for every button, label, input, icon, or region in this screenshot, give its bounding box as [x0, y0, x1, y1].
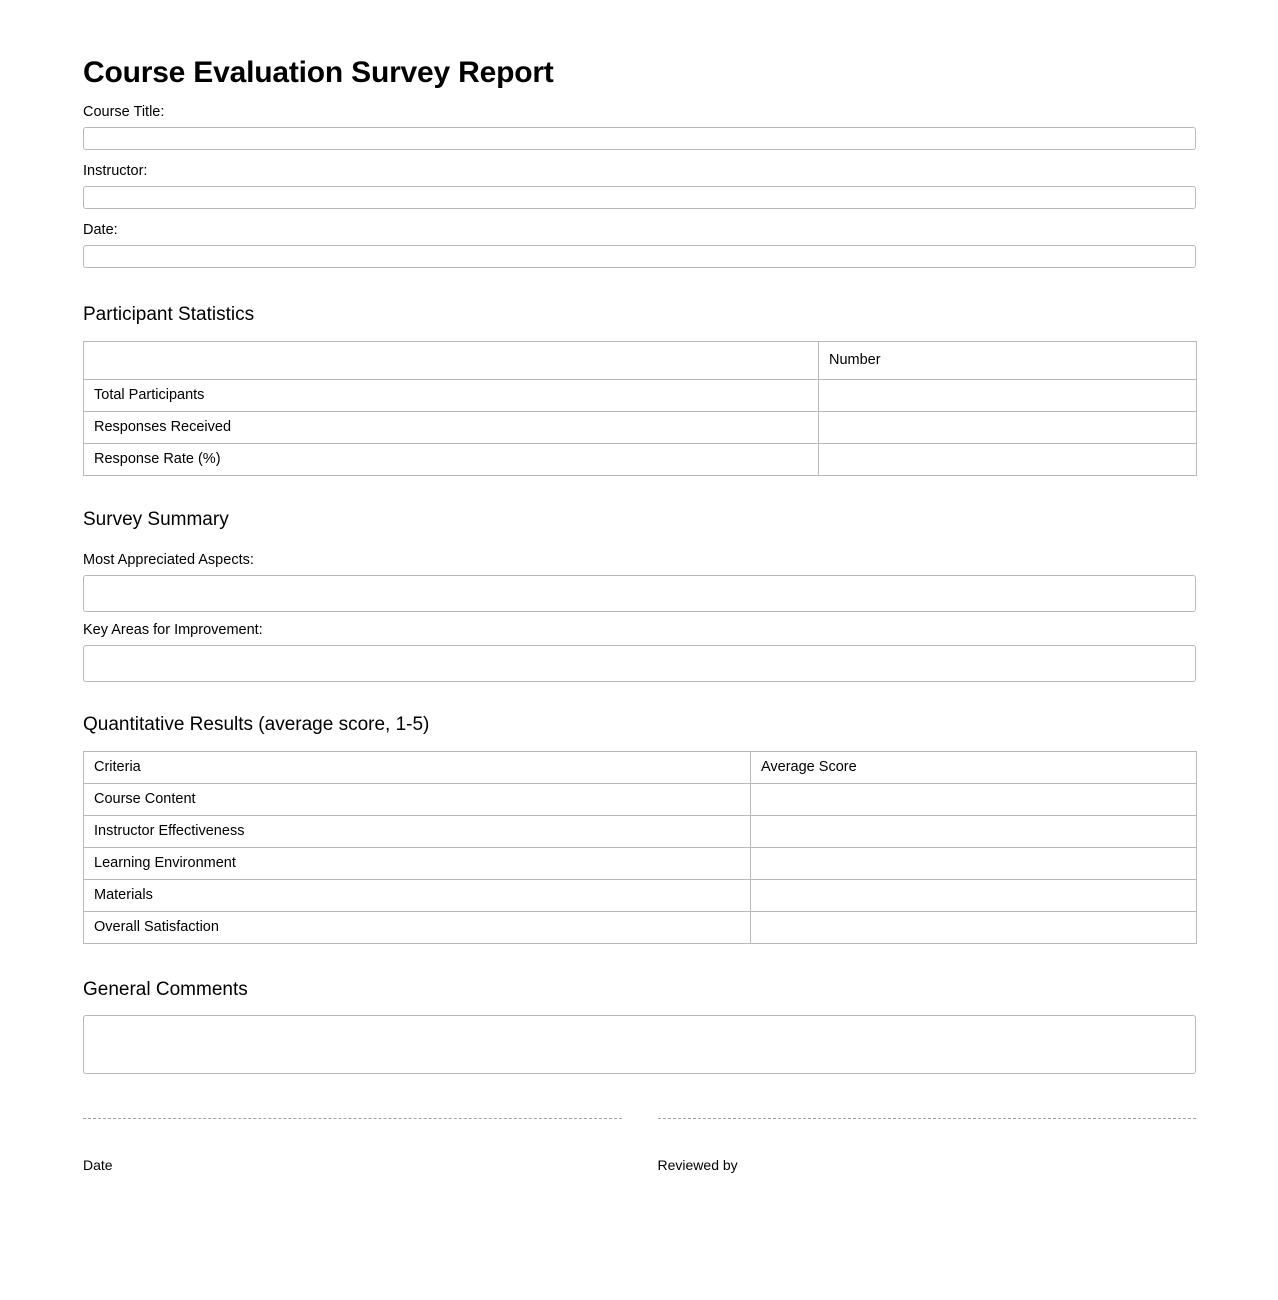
- stats-row-value-responses-received[interactable]: [819, 411, 1197, 443]
- survey-summary-heading: Survey Summary: [83, 508, 229, 530]
- quant-row-value-learning-environment[interactable]: [751, 847, 1197, 879]
- signature-block-date: [83, 1118, 622, 1174]
- most-appreciated-field-group: [83, 542, 1195, 612]
- quant-row-value-instructor-effectiveness[interactable]: [751, 815, 1197, 847]
- stats-col-header-number: Number: [819, 341, 1197, 379]
- table-row: [84, 847, 1197, 879]
- participant-statistics-table: [83, 341, 1197, 476]
- table-row: [84, 815, 1197, 847]
- table-row: [84, 379, 1197, 411]
- key-areas-textarea[interactable]: [83, 645, 1196, 682]
- quant-row-label-overall-satisfaction: Overall Satisfaction: [84, 911, 751, 943]
- table-header-row: [84, 341, 1197, 379]
- general-comments-textarea[interactable]: [83, 1015, 1196, 1074]
- signature-area: [83, 1118, 1196, 1174]
- stats-row-label-response-rate: Response Rate (%): [84, 443, 819, 475]
- table-header-row: [84, 751, 1197, 783]
- quant-row-value-overall-satisfaction[interactable]: [751, 911, 1197, 943]
- header-fields-group: [83, 91, 1195, 268]
- quant-row-label-learning-environment: Learning Environment: [84, 847, 751, 879]
- stats-row-value-response-rate[interactable]: [819, 443, 1197, 475]
- instructor-field-group: [83, 150, 1195, 209]
- general-comments-heading: General Comments: [83, 978, 248, 1000]
- stats-row-label-total-participants: Total Participants: [84, 379, 819, 411]
- table-row: [84, 411, 1197, 443]
- course-title-input[interactable]: [83, 127, 1196, 150]
- signature-caption-date: Date: [83, 1157, 113, 1173]
- instructor-input[interactable]: [83, 186, 1196, 209]
- date-field-group: [83, 209, 1195, 268]
- stats-row-label-responses-received: Responses Received: [84, 411, 819, 443]
- quant-row-label-instructor-effectiveness: Instructor Effectiveness: [84, 815, 751, 847]
- table-row: [84, 443, 1197, 475]
- quantitative-results-table: [83, 751, 1197, 944]
- quant-col-header-average-score: Average Score: [751, 751, 1197, 783]
- quant-row-value-course-content[interactable]: [751, 783, 1197, 815]
- participant-statistics-heading: Participant Statistics: [83, 303, 255, 325]
- quant-row-value-materials[interactable]: [751, 879, 1197, 911]
- table-row: [84, 911, 1197, 943]
- course-title-label: Course Title:: [83, 103, 165, 120]
- date-input[interactable]: [83, 245, 1196, 268]
- key-areas-field-group: [83, 612, 1195, 682]
- quant-row-label-course-content: Course Content: [84, 783, 751, 815]
- stats-row-value-total-participants[interactable]: [819, 379, 1197, 411]
- quant-row-label-materials: Materials: [84, 879, 751, 911]
- signature-caption-reviewed-by: Reviewed by: [657, 1157, 738, 1173]
- most-appreciated-textarea[interactable]: [83, 575, 1196, 612]
- instructor-label: Instructor:: [83, 162, 148, 179]
- stats-col-header-blank: [84, 341, 819, 379]
- most-appreciated-label: Most Appreciated Aspects:: [83, 551, 254, 568]
- table-row: [84, 879, 1197, 911]
- date-label: Date:: [83, 221, 118, 238]
- key-areas-label: Key Areas for Improvement:: [83, 621, 263, 638]
- table-row: [84, 783, 1197, 815]
- page-title: Course Evaluation Survey Report: [83, 56, 554, 89]
- signature-block-reviewed-by: [658, 1118, 1197, 1174]
- quant-col-header-criteria: Criteria: [84, 751, 751, 783]
- course-title-field-group: [83, 91, 1195, 150]
- quantitative-results-heading: Quantitative Results (average score, 1-5): [83, 713, 430, 735]
